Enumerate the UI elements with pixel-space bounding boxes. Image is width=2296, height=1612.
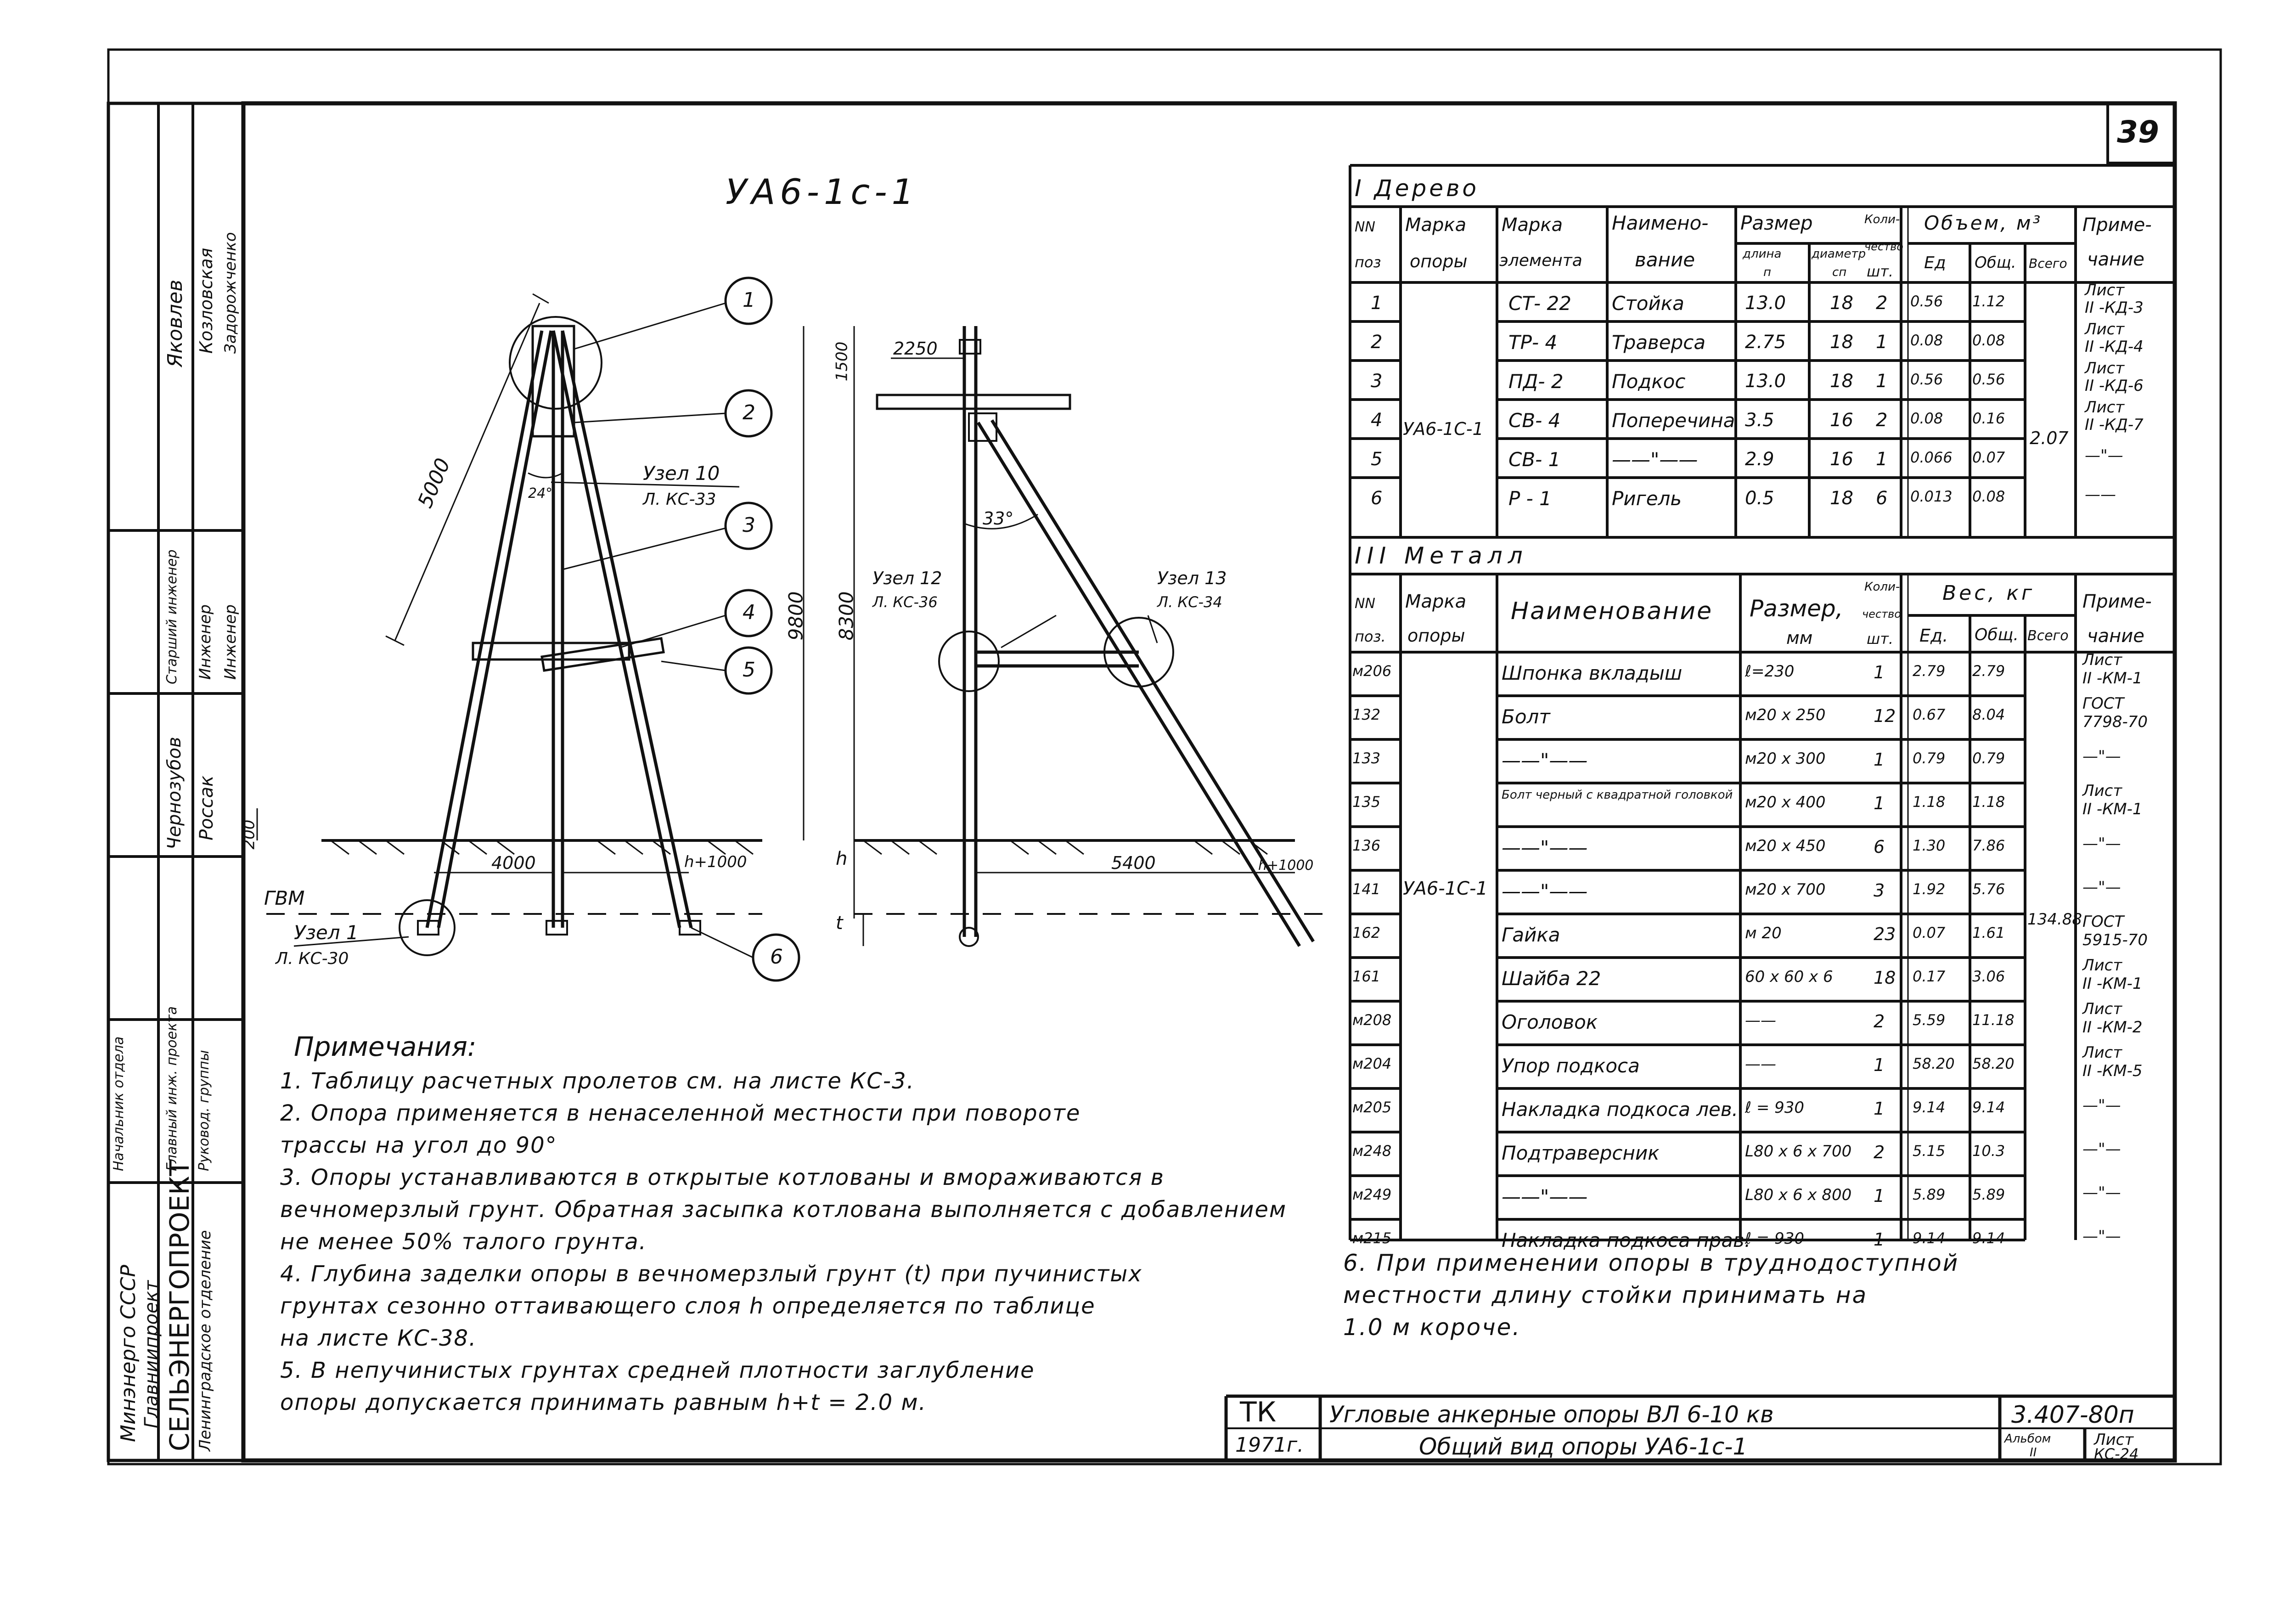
metal-row-name: Гайка <box>1502 924 1560 946</box>
metal-row-pos: 135 <box>1352 793 1381 811</box>
tb-album-label: Альбом <box>2004 1432 2051 1446</box>
metal-row-note: —"— <box>2082 747 2121 766</box>
wood-h-size: Размер <box>1740 212 1813 234</box>
tb-sheet: КС-24 <box>2094 1445 2139 1463</box>
metal-row-size: —— <box>1745 1011 1776 1030</box>
wood-row-len: 2.9 <box>1745 449 1774 470</box>
wood-row-elem: СТ- 22 <box>1508 292 1571 315</box>
metal-row-ed: 1.30 <box>1913 837 1946 854</box>
note-line: 3. Опоры устанавливаются в открытые котлованы и вмораживаются в <box>280 1165 1165 1190</box>
wood-row-note: Лист <box>2085 320 2125 338</box>
wood-row-len: 3.5 <box>1745 410 1774 431</box>
wood-row-note: Лист <box>2085 281 2125 299</box>
stamp-role-2: Главный инж. проекта <box>164 1006 180 1171</box>
metal-h-mark-2: опоры <box>1407 626 1465 646</box>
wood-row-ed: 0.013 <box>1910 488 1953 505</box>
metal-row-ed: 5.15 <box>1913 1142 1946 1160</box>
wood-row-ed: 0.08 <box>1910 410 1943 427</box>
wood-row-qty: 1 <box>1876 449 1888 470</box>
metal-row-note: ГОСТ <box>2082 694 2124 713</box>
dim-8300: 8300 <box>835 591 858 641</box>
metal-row-pos: 162 <box>1352 924 1381 941</box>
wood-row-note: II -КД-7 <box>2085 416 2144 434</box>
metal-row-note: —"— <box>2082 1184 2121 1202</box>
metal-row-note: —"— <box>2082 1140 2121 1158</box>
metal-row-obsh: 11.18 <box>1972 1011 2015 1029</box>
wood-row-pos: 5 <box>1371 449 1383 470</box>
metal-row-note: 5915-70 <box>2082 931 2148 949</box>
note6-line: 6. При применении опоры в труднодоступной <box>1343 1250 1959 1276</box>
wood-row-ed: 0.56 <box>1910 371 1943 388</box>
metal-row-pos: м206 <box>1352 662 1392 680</box>
tb-title2: Общий вид опоры УА6-1с-1 <box>1419 1433 1748 1460</box>
tb-title1: Угловые анкерные опоры ВЛ 6-10 кв <box>1329 1401 1774 1428</box>
notes-heading: Примечания: <box>294 1031 477 1062</box>
stamp-role-5: Инженер <box>196 604 214 680</box>
metal-row-name: Упор подкоса <box>1502 1054 1640 1077</box>
metal-row-obsh: 1.18 <box>1972 793 2005 811</box>
metal-row-ed: 5.89 <box>1913 1186 1946 1203</box>
metal-row-size: м20 х 450 <box>1745 837 1826 855</box>
stamp-org-1: Минэнерго СССР <box>117 1265 140 1442</box>
wood-h-note-2: чание <box>2087 249 2144 270</box>
dim-9800: 9800 <box>784 591 807 641</box>
stamp-org <box>106 106 243 1456</box>
metal-row-note: II -КМ-1 <box>2082 800 2143 818</box>
wood-row-ed: 0.56 <box>1910 293 1943 310</box>
wood-row-obsh: 0.56 <box>1972 371 2005 388</box>
metal-row-obsh: 5.89 <box>1972 1186 2005 1203</box>
metal-row-name: ——"—— <box>1502 836 1588 859</box>
stamp-role-3: Руковод. группы <box>196 1050 212 1171</box>
wood-row-elem: СВ- 1 <box>1508 448 1561 471</box>
metal-row-qty: 3 <box>1874 880 1885 901</box>
metal-row-note: —"— <box>2082 878 2121 896</box>
spec-table-grid <box>1350 165 2175 1240</box>
metal-row-pos: м205 <box>1352 1099 1392 1116</box>
metal-row-name: ——"—— <box>1502 880 1588 902</box>
stamp-org-3: СЕЛЬЭНЕРГОПРОЕКТ <box>164 1160 195 1451</box>
metal-h-size-2: мм <box>1786 628 1813 648</box>
metal-row-note: II -КМ-1 <box>2082 669 2143 688</box>
metal-row-size: м20 х 300 <box>1745 750 1826 768</box>
dim-h: h <box>836 848 848 869</box>
metal-row-ed: 1.92 <box>1913 880 1946 898</box>
wood-row-name: Поперечина <box>1612 409 1735 432</box>
wood-row-note: II -КД-4 <box>2085 338 2144 356</box>
metal-row-name: Болт <box>1502 705 1550 728</box>
note-line: 1. Таблицу расчетных пролетов см. на листе КС-3. <box>280 1068 915 1094</box>
metal-row-note: —"— <box>2082 834 2121 853</box>
tb-album: II <box>2030 1446 2037 1460</box>
metal-h-pos-2: поз. <box>1355 628 1386 645</box>
wood-h-mark-2: опоры <box>1410 251 1468 271</box>
metal-row-pos: м215 <box>1352 1229 1392 1247</box>
wood-row-dia: 18 <box>1830 332 1853 353</box>
metal-row-size: м20 х 250 <box>1745 706 1826 724</box>
callout-num-2: 2 <box>743 401 755 424</box>
metal-row-ed: 0.79 <box>1913 750 1946 767</box>
wood-row-dia: 16 <box>1830 410 1853 431</box>
note-line: не менее 50% талого грунта. <box>280 1229 647 1255</box>
callout-num-4: 4 <box>743 601 755 624</box>
wood-row-name: Подкос <box>1612 370 1686 393</box>
dim-1500: 1500 <box>833 341 851 382</box>
dim-h1000-front: h+1000 <box>684 853 747 871</box>
dim-5400: 5400 <box>1111 853 1156 873</box>
metal-row-pos: 141 <box>1352 880 1381 898</box>
wood-h-qty-2: чество <box>1864 240 1903 253</box>
metal-row-qty: 1 <box>1874 793 1885 813</box>
metal-row-size: м 20 <box>1745 924 1782 942</box>
wood-h-pos-2: поз <box>1355 254 1381 271</box>
metal-section-title: III Металл <box>1355 542 1528 569</box>
metal-row-pos: 136 <box>1352 837 1381 854</box>
wood-row-elem: ПД- 2 <box>1508 370 1564 393</box>
wood-h-name-2: вание <box>1635 248 1695 271</box>
wood-row-name: Траверса <box>1612 331 1706 354</box>
wood-row-obsh: 0.07 <box>1972 449 2005 466</box>
metal-row-qty: 1 <box>1874 1186 1885 1206</box>
stamp-name-1: Чернозубов <box>164 737 185 850</box>
wood-h-qty-3: шт. <box>1867 263 1894 280</box>
metal-row-pos: 132 <box>1352 706 1381 723</box>
metal-h-qty-1: Коли- <box>1864 580 1900 594</box>
metal-row-ed: 0.17 <box>1913 968 1946 985</box>
metal-row-obsh: 1.61 <box>1972 924 2005 941</box>
metal-row-qty: 1 <box>1874 750 1885 770</box>
wood-row-name: Стойка <box>1612 292 1684 315</box>
wood-support-mark: УА6-1С-1 <box>1403 419 1484 439</box>
metal-h-weight: Вес, кг <box>1942 581 2035 605</box>
wood-h-qty-1: Коли- <box>1864 213 1900 226</box>
tb-tk: ТК <box>1240 1396 1277 1428</box>
wood-h-name-1: Наимено- <box>1612 212 1709 234</box>
label-uzel1-ref: Л. КС-30 <box>276 949 349 968</box>
metal-row-qty: 12 <box>1874 706 1896 726</box>
dim-2250: 2250 <box>893 338 938 359</box>
wood-row-ed: 0.08 <box>1910 332 1943 349</box>
metal-row-ed: 5.59 <box>1913 1011 1946 1029</box>
metal-support-mark: УА6-1С-1 <box>1403 878 1488 899</box>
metal-row-ed: 9.14 <box>1913 1099 1946 1116</box>
wood-h-mark-1: Марка <box>1405 214 1467 236</box>
wood-row-pos: 1 <box>1371 293 1383 314</box>
label-uzel12-ref: Л. КС-36 <box>872 593 938 611</box>
wood-row-qty: 6 <box>1876 488 1888 509</box>
metal-row-qty: 2 <box>1874 1142 1885 1162</box>
wood-h-ed: Ед <box>1924 254 1946 272</box>
page-number: 39 <box>2117 114 2159 150</box>
wood-row-note: —"— <box>2085 446 2123 465</box>
metal-row-obsh: 10.3 <box>1972 1142 2005 1160</box>
callout-num-6: 6 <box>770 945 783 969</box>
wood-row-pos: 3 <box>1371 371 1383 392</box>
dim-5000: 5000 <box>413 455 455 512</box>
wood-row-note: Лист <box>2085 359 2125 378</box>
note6-line: местности длину стойки принимать на <box>1343 1282 1868 1308</box>
wood-row-note: II -КД-3 <box>2085 299 2144 317</box>
metal-row-note: Лист <box>2082 1043 2122 1062</box>
note-line: вечномерзлый грунт. Обратная засыпка котлована выполняется с добавлением <box>280 1197 1287 1223</box>
metal-row-obsh: 9.14 <box>1972 1099 2005 1116</box>
stamp-org-4: Ленинградское отделение <box>196 1230 214 1451</box>
wood-h-len-1: длина <box>1743 247 1782 261</box>
note-line: 2. Опора применяется в ненаселенной местности при повороте <box>280 1100 1081 1126</box>
label-uzel10-ref: Л. КС-33 <box>643 490 716 509</box>
tb-code: 3.407-80п <box>2011 1401 2134 1429</box>
wood-row-pos: 6 <box>1371 488 1383 509</box>
metal-row-obsh: 2.79 <box>1972 662 2005 680</box>
wood-row-qty: 2 <box>1876 410 1888 431</box>
wood-row-obsh: 0.08 <box>1972 332 2005 349</box>
wood-h-len-2: п <box>1763 265 1771 279</box>
metal-row-ed: 0.67 <box>1913 706 1946 723</box>
metal-row-note: II -КМ-5 <box>2082 1062 2143 1080</box>
note-line: грунтах сезонно оттаивающего слоя h определяется по таблице <box>280 1293 1096 1319</box>
wood-row-len: 2.75 <box>1745 332 1786 353</box>
metal-row-pos: 133 <box>1352 750 1381 767</box>
metal-h-obsh: Общ. <box>1975 626 2019 644</box>
label-uzel13: Узел 13 <box>1157 568 1227 588</box>
metal-row-pos: м249 <box>1352 1186 1392 1203</box>
wood-row-pos: 2 <box>1371 332 1383 353</box>
note-line: опоры допускается принимать равным h+t = 2.0 м. <box>280 1390 927 1415</box>
wood-row-obsh: 1.12 <box>1972 293 2005 310</box>
wood-row-dia: 18 <box>1830 488 1853 509</box>
dim-t: t <box>836 913 843 934</box>
wood-row-name: Ригель <box>1612 487 1682 510</box>
wood-row-dia: 18 <box>1830 371 1853 392</box>
wood-row-note: —— <box>2085 485 2116 504</box>
note-line: трассы на угол до 90° <box>280 1133 557 1158</box>
wood-row-note: II -КД-6 <box>2085 377 2144 395</box>
metal-row-ed: 1.18 <box>1913 793 1946 811</box>
stamp-name-3: Яковлев <box>163 279 187 367</box>
wood-row-qty: 2 <box>1876 293 1888 314</box>
metal-row-pos: м248 <box>1352 1142 1392 1160</box>
metal-row-pos: м208 <box>1352 1011 1392 1029</box>
label-gvm: ГВМ <box>264 887 305 909</box>
metal-row-obsh: 9.14 <box>1972 1229 2005 1247</box>
metal-row-size: ℓ=230 <box>1745 662 1795 681</box>
metal-row-name: Болт черный с квадратной головкой <box>1502 788 1733 802</box>
metal-h-note-1: Приме- <box>2082 591 2152 612</box>
wood-row-dia: 16 <box>1830 449 1853 470</box>
metal-row-obsh: 58.20 <box>1972 1055 2015 1072</box>
metal-row-qty: 2 <box>1874 1011 1885 1031</box>
tb-sheet-label: Лист <box>2094 1431 2134 1449</box>
wood-h-obsh: Общ. <box>1975 254 2016 272</box>
metal-row-obsh: 5.76 <box>1972 880 2005 898</box>
wood-row-dia: 18 <box>1830 293 1853 314</box>
metal-row-qty: 1 <box>1874 1099 1885 1119</box>
metal-row-name: Шайба 22 <box>1502 967 1601 990</box>
metal-row-note: Лист <box>2082 956 2122 975</box>
stamp-name-4: Козловская <box>196 248 216 354</box>
metal-row-name: Шпонка вкладыш <box>1502 662 1683 684</box>
metal-row-name: ——"—— <box>1502 1185 1588 1208</box>
metal-row-qty: 1 <box>1874 662 1885 682</box>
metal-row-qty: 23 <box>1874 924 1896 944</box>
metal-row-size: L80 х 6 х 800 <box>1745 1186 1852 1204</box>
note6-line: 1.0 м короче. <box>1343 1314 1521 1341</box>
wood-section-title: I Дерево <box>1355 175 1480 202</box>
metal-row-size: L80 х 6 х 700 <box>1745 1142 1852 1161</box>
metal-h-note-2: чание <box>2087 626 2144 647</box>
metal-row-pos: м204 <box>1352 1055 1392 1072</box>
stamp-name-5: Задорожченко <box>221 232 240 354</box>
wood-row-elem: Р - 1 <box>1508 487 1552 510</box>
metal-row-note: Лист <box>2082 1000 2122 1018</box>
metal-row-size: м20 х 700 <box>1745 880 1826 899</box>
metal-row-name: Оголовок <box>1502 1011 1598 1033</box>
label-uzel1: Узел 1 <box>294 921 359 944</box>
callout-num-1: 1 <box>743 288 755 312</box>
stamp-role-4: Старший инженер <box>164 549 180 684</box>
wood-row-obsh: 0.08 <box>1972 488 2005 505</box>
wood-row-len: 13.0 <box>1745 293 1786 314</box>
dim-angle-33: 33° <box>983 508 1014 529</box>
dim-4000: 4000 <box>491 853 536 873</box>
wood-total: 2.07 <box>2030 428 2069 448</box>
metal-h-qty-3: шт. <box>1867 630 1894 648</box>
wood-h-note-1: Приме- <box>2082 214 2152 236</box>
metal-row-note: —"— <box>2082 1096 2121 1115</box>
label-uzel10: Узел 10 <box>643 462 720 485</box>
wood-h-pos-1: NN <box>1355 219 1375 235</box>
metal-h-pos-1: NN <box>1355 596 1375 612</box>
wood-h-vsego: Всего <box>2029 256 2067 271</box>
side-view <box>804 326 1332 946</box>
metal-row-ed: 58.20 <box>1913 1055 1955 1072</box>
stamp-role-1: Начальник отдела <box>111 1036 127 1171</box>
wood-h-elem-1: Марка <box>1502 214 1563 236</box>
metal-h-ed: Ед. <box>1919 626 1948 646</box>
stamp-role-6: Инженер <box>221 604 240 680</box>
dim-angle-24: 24° <box>528 485 553 502</box>
metal-row-ed: 2.79 <box>1913 662 1946 680</box>
wood-row-ed: 0.066 <box>1910 449 1953 466</box>
metal-row-obsh: 3.06 <box>1972 968 2005 985</box>
callout-num-5: 5 <box>743 658 755 682</box>
wood-row-elem: СВ- 4 <box>1508 409 1561 432</box>
note-line: на листе КС-38. <box>280 1325 477 1351</box>
wood-row-pos: 4 <box>1371 410 1383 431</box>
label-uzel12: Узел 12 <box>872 568 942 588</box>
metal-h-mark-1: Марка <box>1405 591 1467 612</box>
metal-row-size: —— <box>1745 1055 1776 1073</box>
metal-row-name: ——"—— <box>1502 749 1588 772</box>
tb-year: 1971г. <box>1235 1433 1304 1457</box>
wood-row-name: ——"—— <box>1612 448 1698 471</box>
wood-row-qty: 1 <box>1876 371 1888 392</box>
note-line: 5. В непучинистых грунтах средней плотности заглубление <box>280 1358 1035 1383</box>
metal-row-name: Накладка подкоса прав. <box>1502 1229 1751 1251</box>
metal-h-qty-2: чество <box>1862 608 1901 620</box>
metal-h-size-1: Размер, <box>1750 595 1843 622</box>
metal-row-ed: 9.14 <box>1913 1229 1946 1247</box>
wood-row-qty: 1 <box>1876 332 1888 353</box>
metal-row-size: ℓ = 930 <box>1745 1229 1805 1248</box>
wood-h-dia-2: сп <box>1832 265 1847 279</box>
stamp-org-2: Главниипроект <box>141 1280 162 1428</box>
metal-row-qty: 6 <box>1874 837 1885 857</box>
metal-row-obsh: 8.04 <box>1972 706 2005 723</box>
wood-h-dia-1: диаметр <box>1812 247 1866 261</box>
metal-row-note: —"— <box>2082 1227 2121 1246</box>
wood-row-note: Лист <box>2085 398 2125 417</box>
label-uzel13-ref: Л. КС-34 <box>1157 593 1222 611</box>
wood-row-elem: ТР- 4 <box>1508 331 1558 354</box>
drawing-title: УА6-1с-1 <box>726 171 918 212</box>
metal-row-name: Подтраверсник <box>1502 1142 1660 1164</box>
wood-row-len: 13.0 <box>1745 371 1786 392</box>
metal-row-ed: 0.07 <box>1913 924 1946 941</box>
metal-total: 134.88 <box>2027 910 2082 929</box>
wood-row-len: 0.5 <box>1745 488 1774 509</box>
stamp-name-2: Россак <box>196 775 217 840</box>
metal-row-note: 7798-70 <box>2082 713 2148 731</box>
metal-row-note: II -КМ-2 <box>2082 1018 2143 1037</box>
metal-row-note: II -КМ-1 <box>2082 975 2143 993</box>
metal-row-size: ℓ = 930 <box>1745 1099 1805 1117</box>
metal-h-name: Наименование <box>1511 597 1713 625</box>
metal-row-qty: 1 <box>1874 1229 1885 1250</box>
metal-row-obsh: 0.79 <box>1972 750 2005 767</box>
metal-row-pos: 161 <box>1352 968 1381 985</box>
metal-row-size: 60 х 60 х 6 <box>1745 968 1833 986</box>
callout-num-3: 3 <box>743 513 755 537</box>
metal-row-obsh: 7.86 <box>1972 837 2005 854</box>
metal-row-qty: 1 <box>1874 1055 1885 1075</box>
dim-h1000-side: h+1000 <box>1258 857 1314 874</box>
metal-row-qty: 18 <box>1874 968 1896 988</box>
metal-row-note: Лист <box>2082 782 2122 800</box>
metal-row-name: Накладка подкоса лев. <box>1502 1098 1738 1121</box>
dim-200: 200 <box>240 819 259 850</box>
metal-h-vsego: Всего <box>2027 628 2069 644</box>
wood-h-vol: Объем, м³ <box>1924 212 2043 234</box>
metal-row-size: м20 х 400 <box>1745 793 1826 812</box>
metal-row-note: ГОСТ <box>2082 913 2124 931</box>
metal-row-note: Лист <box>2082 651 2122 669</box>
wood-h-elem-2: элемента <box>1499 251 1582 270</box>
note-line: 4. Глубина заделки опоры в вечномерзлый грунт (t) при пучинистых <box>280 1261 1142 1287</box>
wood-row-obsh: 0.16 <box>1972 410 2005 427</box>
